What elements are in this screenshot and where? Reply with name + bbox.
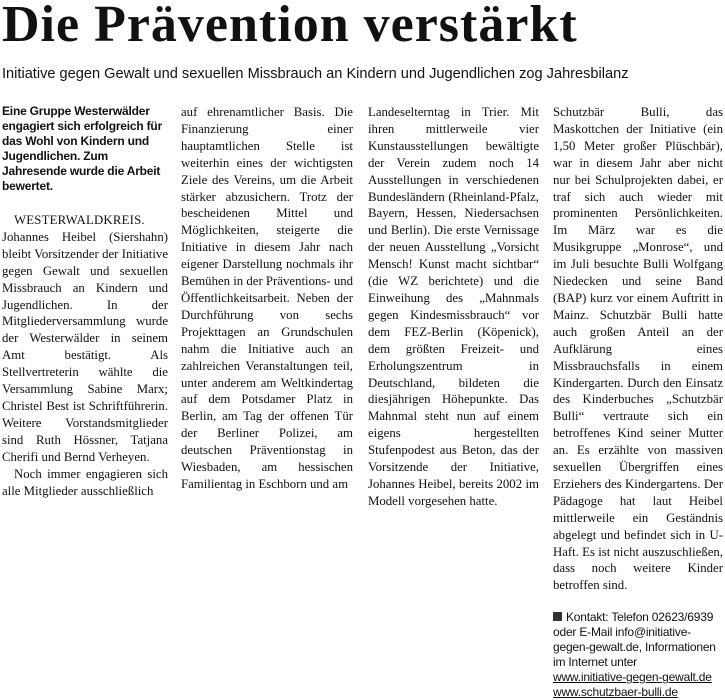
subheadline: Initiative gegen Gewalt und sexuellen Missbrauch an Kindern und Jugendlichen zog Jahresbilanz [2,65,629,82]
link-initiative-gegen-gewalt[interactable]: www.initiative-gegen-gewalt.de [553,670,712,685]
article-column-2 [181,104,353,504]
square-bullet-icon [553,612,562,621]
contact-text: Kontakt: Telefon 02623/6939 oder E-Mail info@initiative-gegen-gewalt.de, Informationen im Internet unter [553,610,716,670]
article-column-4 [553,104,723,700]
dateline: WESTERWALDKREIS. [14,213,145,227]
article-column-3 [368,104,539,508]
paragraph-1-text: Johannes Heibel (Siershahn) bleibt Vorsitzender der Initiative gegen Gewalt und sexuellen Missbrauch an Kindern und Jugendlichen. In der Mitgliederversammlung wurde der Westerwälder in seinem Amt bestätigt. Als Stellvertreterin wählte die Versammlung Sabine Marx; Christel Best ist Schriftführerin. Weitere Vorstandsmitglieder sind Ruth Hössner, Tatjana Cherifi und Bernd Verheyen. [2,229,168,464]
body-paragraph-2-continued: auf ehrenamtlicher Basis. Die Finanzierung einer hauptamtlichen Stelle ist weiterhin eines der wichtigsten Ziele des Vereins, um die Arbeit stärker abzusichern. Trotz der bescheidenen Mittel und Möglichkeiten, steigerte die Initiative in diesem Jahr nach eigener Darstellung nochmals ihr Bemühen in der Präventions- und Öffentlichkeitsarbeit. Neben der Durchführung von sechs Projekttagen an Grundschulen nahm die Initiative auch an zahlreichen Veranstaltungen teil, unter anderem am Weltkindertag auf dem Potsdamer Platz in Berlin, am Tag der offenen Tür der Berliner Polizei, am deutschen Präventionstag in Wiesbaden, am hessischen Familientag in Eschborn und am [181,105,354,491]
article-column-1 [2,104,168,504]
body-paragraph-3-continued: Schutzbär Bulli, das Maskottchen der Initiative (ein 1,50 Meter großer Plüschbär), war in diesem Jahr aber nicht nur bei Schulprojekten dabei, er traf sich auch wieder mit prominenten Persönlichkeiten. Im März war es die Musikgruppe „Monrose“, und im Juli besuchte Bulli Wolfgang Niedecken und seine Band (BAP) kurz vor einem Auftritt in Mainz. Schutzbär Bulli hatte auch großen Anteil an der Aufklärung eines Missbrauchsfalls in einem Kindergarten. Durch den Einsatz des Kinderbuches „Schutzbär Bulli“ vertraute sich ein betroffenes Kind seiner Mutter an. Es erzählte von massiven sexuellen Übergriffen eines Erziehers des Kindergartens. Der Pädagoge hat laut Heibel mittlerweile ein Geständnis abgelegt und befindet sich in U-Haft. Es ist nicht auszuschließen, dass noch weitere Kinder betroffen sind. [553,105,723,593]
body-paragraph-2: Noch immer engagieren sich alle Mitglieder ausschließlich [2,466,168,498]
body-paragraph-1 [2,212,168,466]
headline: Die Prävention verstärkt [2,0,578,53]
lead-paragraph: Eine Gruppe Westerwälder engagiert sich erfolgreich für das Wohl von Kindern und Jugendlichen. Zum Jahresende wurde die Arbeit bewertet. [2,104,163,193]
link-schutzbaer-bulli[interactable]: www.schutzbaer-bulli.de [553,685,678,700]
body-paragraph-2-continued-2: Landeselterntag in Trier. Mit ihren mittlerweile vier Kunstausstellungen bewältigte der Verein zudem noch 14 Ausstellungen in verschiedenen Bundesländern (Rheinland-Pfalz, Bayern, Hessen, Niedersachsen und Berlin). Die erste Vernissage der neuen Ausstellung „Vorsicht Mensch! Kunst macht sichtbar“ (die WZ berichtete) und die Einweihung des „Mahnmals gegen Kindesmissbrauch“ vor dem FEZ-Berlin (Köpenick), dem größten Freizeit- und Erholungszentrum in Deutschland, bildeten die diesjährigen Höhepunkte. Das Mahnmal steht nun auf einem eigens hergestellten Stufenpodest aus Beton, das der Vorsitzende der Initiative, Johannes Heibel, bereits 2002 im Modell vorgesehen hatte. [368,105,539,508]
contact-info [553,610,723,700]
